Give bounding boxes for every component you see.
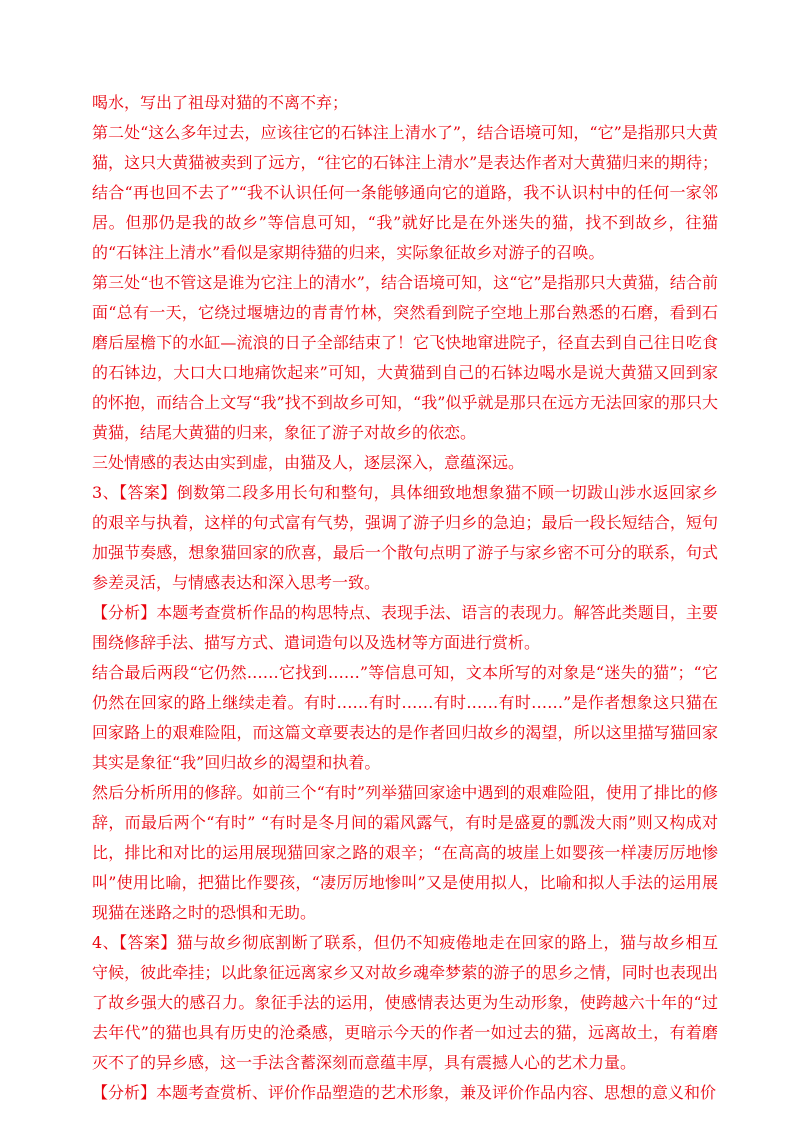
analysis-label: 【分析】 <box>92 1083 157 1102</box>
question-3-number: 3、 <box>92 483 120 502</box>
question-4-answer-text: 猫与故乡彻底割断了联系，但仍不知疲倦地走在回家的路上，猫与故乡相互守候，彼此牵挂；以此象征远离家乡又对故乡魂牵梦萦的游子的思乡之情，同时也表现出了故乡强大的感召力。象征手法的运用，使感情表达更为生动形象，使跨越六十年的“过去年代”的猫也具有历史的沧桑感，更暗示今天的作者一如过去的猫，远离故土，有着磨灭不了的异乡感，这一手法含蓄深刻而意蕴丰厚，具有震撼人心的艺术力量。 <box>92 933 718 1072</box>
paragraph-6: 然后分析所用的修辞。如前三个“有时”列举猫回家途中遇到的艰难险阻，使用了排比的修辞，而最后两个“有时” “有时是冬月间的霜风露气，有时是盛夏的瓢泼大雨”则又构成对比，排比和对比的运用展现猫回家之路的艰辛；“在高高的坡崖上如婴孩一样凄厉厉地惨叫”使用比喻，把猫比作婴孩，“凄厉厉地惨叫”又是使用拟人，比喻和拟人手法的运用展现猫在迷路之时的恐惧和无助。 <box>92 783 718 922</box>
question-4-analysis <box>92 1078 718 1108</box>
analysis-label: 【分析】 <box>92 603 157 622</box>
paragraph-1: 喝水，写出了祖母对猫的不离不弃； <box>92 93 349 112</box>
paragraph-5: 结合最后两段“它仍然……它找到……”等信息可知，文本所写的对象是“迷失的猫”；“它仍然在回家的路上继续走着。有时……有时……有时……有时……”是作者想象这只猫在回家路上的艰难险阻，而这篇文章要表达的是作者回归故乡的渴望，所以这里描写猫回家其实是象征“我”回归故乡的渴望和执着。 <box>92 663 718 772</box>
answer-label: 【答案】 <box>119 483 177 502</box>
paragraph-2: 第二处“这么多年过去，应该往它的石钵注上清水了”，结合语境可知，“它”是指那只大黄猫，这只大黄猫被卖到了远方，“往它的石钵注上清水”是表达作者对大黄猫归来的期待；结合“再也回不去了”“我不认识任何一条能够通向它的道路，我不认识村中的任何一家邻居。但那仍是我的故乡”等信息可知，“我”就好比是在外迷失的猫，找不到故乡，往猫的“石钵注上清水”看似是家期待猫的归来，实际象征故乡对游子的召唤。 <box>92 123 718 262</box>
question-4-number: 4、 <box>92 933 120 952</box>
paragraph-4: 三处情感的表达由实到虚，由猫及人，逐层深入，意蕴深远。 <box>92 453 525 472</box>
question-3-answer-text: 倒数第二段多用长句和整句，具体细致地想象猫不顾一切跋山涉水返回家乡的艰辛与执着，这样的句式富有气势，强调了游子归乡的急迫；最后一段长短结合，短句加强节奏感，想象猫回家的欣喜，最后一个散句点明了游子与家乡密不可分的联系，句式参差灵活，与情感表达和深入思考一致。 <box>92 483 718 592</box>
question-3-analysis-text: 本题考查赏析作品的构思特点、表现手法、语言的表现力。解答此类题目，主要围绕修辞手法、描写方式、遣词造句以及选材等方面进行赏析。 <box>92 603 718 652</box>
question-3-analysis <box>92 598 718 658</box>
question-4-analysis-text: 本题考查赏析、评价作品塑造的艺术形象，兼及评价作品内容、思想的意义和价 <box>156 1083 717 1102</box>
paragraph-3: 第三处“也不管这是谁为它注上的清水”，结合语境可知，这“它”是指那只大黄猫，结合前面“总有一天，它绕过堰塘边的青青竹林，突然看到院子空地上那台熟悉的石磨，看到石磨后屋檐下的水缸—流浪的日子全部结束了！它飞快地窜进院子，径直去到自己往日吃食的石钵边，大口大口地痛饮起来”可知，大黄猫到自己的石钵边喝水是说大黄猫又回到家的怀抱，而结合上文写“我”找不到故乡可知，“我”似乎就是那只在远方无法回家的那只大黄猫，结尾大黄猫的归来，象征了游子对故乡的依恋。 <box>92 273 718 442</box>
answer-label: 【答案】 <box>119 933 177 952</box>
question-3-answer <box>92 478 718 598</box>
document-body <box>92 88 718 1108</box>
question-4-answer <box>92 928 718 1078</box>
